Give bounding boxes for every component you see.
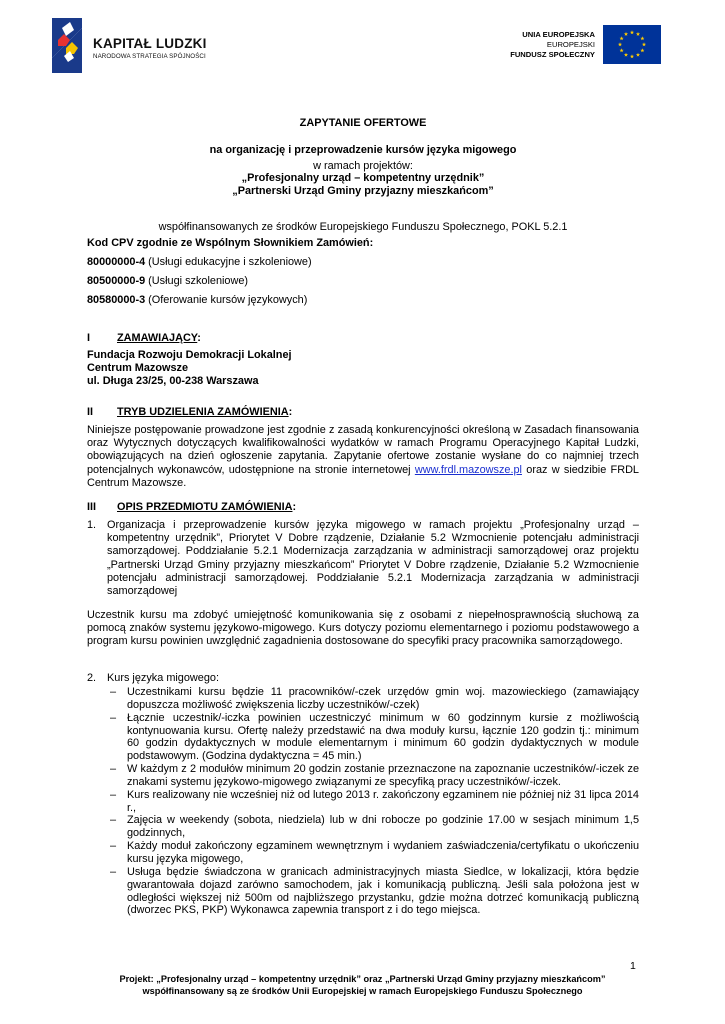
cpv-item — [87, 256, 312, 269]
project-2: „Partnerski Urząd Gminy przyjazny mieszkańcom” — [232, 185, 494, 197]
list-item-text: W każdym z 2 modułów minimum 20 godzin zostanie przeznaczone na zapoznanie uczestników/-iczek ze znakami systemu językowo-migowego związanymi ze specyfiką pracy uczestników/-iczek. — [127, 763, 639, 788]
list-item — [107, 686, 639, 712]
org-unit: Centrum Mazowsze — [87, 362, 189, 374]
item-text: Organizacja i przeprowadzenie kursów języka migowego w ramach projektu „Profesjonalny urząd – kompetentny urzędnik”, Priorytet V Dobre rządzenie, Działanie 5.2 Wzmocnienie potencjału administracji samorządowej. Poddziałanie 5.2.1 Modernizacja zarządzania w administracji samorządowej oraz projektu „Partnerski Urząd Gminy przyjazny mieszkańcom” Priorytet V Dobre rządzenie, Działanie 5.2 Wzmocnienie potencjału administracji samorządowej. Poddziałanie 5.2.1 Modernizacja zarządzania w administracji samorządowej — [107, 519, 639, 598]
list-item-text: Kurs realizowany nie wcześniej niż od lutego 2013 r. zakończony egzaminem nie później niż 31 lipca 2014 r., — [127, 788, 639, 814]
procedure-text-end: oraz w siedzibie FRDL Centrum Mazowsze. — [87, 463, 639, 489]
project-1: „Profesjonalny urząd – kompetentny urzędnik” — [241, 172, 485, 184]
footer-line-2: współfinansowany są ze środków Unii Europejskiej w ramach Europejskiego Funduszu Społecznego — [142, 986, 583, 996]
eu-line1: UNIA EUROPEJSKA — [522, 30, 595, 39]
website-link[interactable]: www.frdl.mazowsze.pl — [414, 463, 522, 476]
bullet-dash: – — [110, 711, 117, 724]
section-title: TRYB UDZIELENIA ZAMÓWIENIA — [117, 406, 289, 418]
page-footer — [0, 973, 725, 997]
eu-line3: FUNDUSZ SPOŁECZNY — [510, 50, 595, 59]
list-item-text: Zajęcia w weekendy (sobota, niedziela) lub w dni robocze po godzinie 17.00 w sesjach minimum 1,5 godzinnych, — [127, 814, 639, 840]
section-colon: : — [292, 501, 297, 513]
contracting-authority — [87, 349, 292, 388]
list-item — [107, 866, 639, 917]
cpv-code: 80000000-4 — [87, 256, 146, 268]
section-colon: : — [197, 332, 201, 344]
eu-flag-icon — [603, 25, 661, 64]
cpv-heading: Kod CPV zgodnie ze Wspólnym Słownikiem Zamówień: — [87, 237, 374, 249]
list-item-text: Każdy moduł zakończony egzaminem wewnętrznym i wydaniem zaświadczenia/certyfikatu o ukończeniu kursu języka migowego, — [127, 840, 639, 865]
org-name: Fundacja Rozwoju Demokracji Lokalnej — [87, 349, 292, 361]
section-title: OPIS PRZEDMIOTU ZAMÓWIENIA — [117, 501, 293, 513]
bullet-dash: – — [110, 865, 117, 878]
projects-intro: w ramach projektów: — [313, 160, 413, 172]
list-item — [107, 814, 639, 840]
cpv-item — [87, 275, 248, 288]
section-colon: : — [288, 406, 293, 418]
procedure-text: Niniejsze postępowanie prowadzone jest zgodnie z zasadą konkurencyjności określoną w Zasadach finansowania oraz Wytycznych dotyczących kwalifikowalności wydatków w ramach Programu Operacyjnego Kapitał Ludzki, obowiązujących na dzień ogłoszenie zapytania. Zapytanie ofertowe zostanie wysłane do co najmniej trzech potencjalnych wykonawców, udostępnione na stronie internetowej — [87, 424, 639, 476]
section-number: I — [87, 332, 91, 344]
section-heading — [87, 406, 292, 418]
footer-line-1: Projekt: „Profesjonalny urząd – kompetentny urzędnik” oraz „Partnerski Urząd Gminy przyjazny mieszkańcom” — [119, 974, 606, 984]
doc-title: ZAPYTANIE OFERTOWE — [299, 117, 427, 129]
section-heading — [87, 332, 201, 344]
numbered-item — [87, 519, 639, 598]
eu-logo-text — [510, 30, 595, 60]
list-item — [107, 789, 639, 815]
bullet-dash: – — [110, 686, 117, 698]
section-number: III — [87, 501, 97, 513]
list-item-text: Łącznie uczestnik/-iczka powinien uczestniczyć minimum w 60 godzinnym kursie z możliwością kontynuowania kursu. Ofertę należy przedstawić na dwa moduły kursu, łącznie 120 godzin tj.: minimum 60 godzin dydaktycznych w module elementarnym i minimum 60 godzin dydaktycznych w module podstawowym. (Godzina dydaktyczna = 45 min.) — [127, 711, 639, 763]
bullet-list — [107, 686, 639, 917]
page-number: 1 — [630, 960, 636, 972]
org-address: ul. Długa 23/25, 00-238 Warszawa — [87, 375, 259, 387]
bullet-dash: – — [110, 814, 117, 827]
cpv-code: 80500000-9 — [87, 275, 146, 287]
bullet-dash: – — [110, 788, 117, 801]
section-title: ZAMAWIAJĄCY — [117, 332, 198, 344]
cpv-desc: (Usługi szkoleniowe) — [148, 275, 249, 287]
list-item — [107, 840, 639, 866]
cpv-desc: (Usługi edukacyjne i szkoleniowe) — [148, 256, 312, 268]
list-item — [107, 712, 639, 763]
eu-line2: EUROPEJSKI — [546, 40, 595, 49]
section-heading — [87, 501, 296, 513]
list-item-text: Usługa będzie świadczona w granicach administracyjnych miasta Siedlce, w lokalizacji, która będzie gwarantowała dojazd zarówno samochodem, jak i komunikacją publiczną. Jeśli sala położona jest w odległości większej niż 500m od najbliższego przystanku, gdzie można dotrzeć komunikacją publiczną (dworzec PKS, PKP) Wykonawca zapewnia transport z i do tego miejsca. — [127, 865, 639, 917]
bullet-dash: – — [110, 763, 117, 776]
kapital-ludzki-logo — [50, 18, 220, 73]
item-number: 1. — [87, 519, 97, 531]
doc-subtitle: na organizację i przeprowadzenie kursów języka migowego — [209, 144, 517, 156]
bullet-dash: – — [110, 840, 117, 853]
cpv-desc: (Oferowanie kursów językowych) — [148, 294, 308, 306]
cpv-code: 80580000-3 — [87, 294, 146, 306]
list-item — [107, 763, 639, 789]
cofinance-note: współfinansowanych ze środków Europejskiego Funduszu Społecznego, POKL 5.2.1 — [158, 221, 568, 233]
list-item-text: Uczestnikami kursu będzie 11 pracowników/-czek urzędów gmin woj. mazowieckiego (zamawiający dopuszcza możliwość zwiększenia liczby uczestników/-czek) — [127, 686, 639, 711]
section-number: II — [87, 406, 94, 418]
kapital-ludzki-title: KAPITAŁ LUDZKI — [93, 36, 207, 51]
course-goal-paragraph: Uczestnik kursu ma zdobyć umiejętność komunikowania się z osobami z niepełnosprawnością słuchową za pomocą znaków systemu językowo-migowego. Kurs dotyczy poziomu elementarnego i poziomu podstawowego a program kursu powinien uwzględnić zagadnienia dostosowane do specyfiki pracy pracownika samorządowego. — [87, 609, 639, 648]
procedure-paragraph — [87, 424, 639, 490]
cpv-item — [87, 294, 307, 307]
kapital-ludzki-emblem-icon — [50, 18, 90, 73]
item-number: 2. — [87, 672, 97, 684]
kapital-ludzki-subtitle: NARODOWA STRATEGIA SPÓJNOŚCI — [93, 53, 206, 60]
numbered-item — [87, 672, 639, 685]
item-text: Kurs języka migowego: — [107, 672, 219, 684]
